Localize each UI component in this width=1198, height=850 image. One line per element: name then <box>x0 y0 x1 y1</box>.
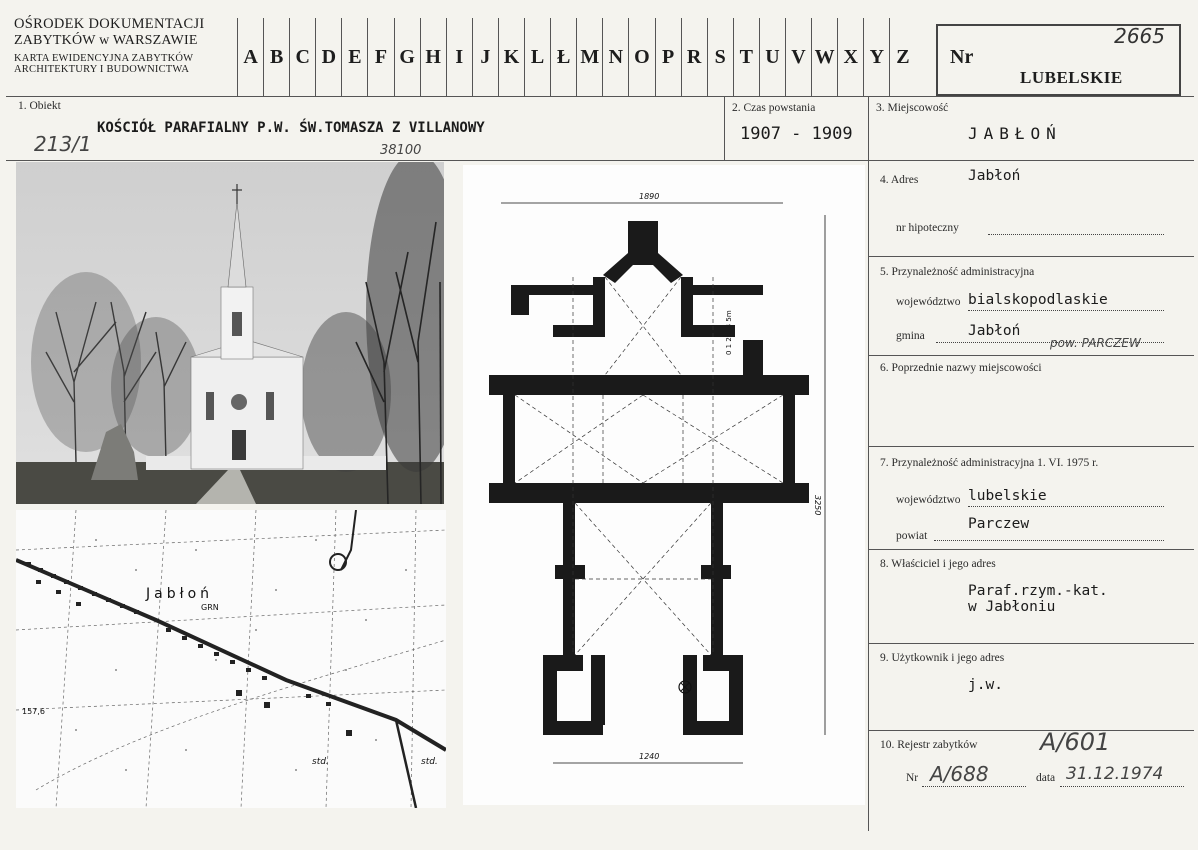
alphabet-letter: P <box>655 18 681 96</box>
photo-handwritten-number: 38100 <box>380 143 422 158</box>
divider <box>868 96 869 831</box>
wlasciciel-label: 8. Właściciel i jego adres <box>880 558 996 570</box>
floor-plan <box>463 165 865 805</box>
alphabet-letter: T <box>733 18 759 96</box>
institution-line-2: ZABYTKÓW w WARSZAWIE <box>14 33 198 48</box>
nr-label: Nr <box>950 46 974 68</box>
plan-bottom-dimension: 1240 <box>639 752 660 761</box>
alphabet-letter: B <box>263 18 289 96</box>
dotted-line <box>922 786 1026 787</box>
admin-gmina-label: gmina <box>896 330 925 342</box>
obiekt-value: KOŚCIÓŁ PARAFIALNY P.W. ŚW.TOMASZA Z VILLANOWY <box>97 120 485 136</box>
rejestr-nr-label: Nr <box>906 772 919 784</box>
floor-plan-drawing <box>463 165 865 805</box>
church-photo-drawing <box>16 162 444 504</box>
map-village-label: Jabłoń <box>146 586 214 602</box>
divider <box>868 549 1194 550</box>
alphabet-letter: X <box>837 18 863 96</box>
plan-top-dimension: 1890 <box>639 192 660 201</box>
rejestr-nr-value: A/688 <box>930 762 989 786</box>
admin-gmina-value: Jabłoń <box>968 323 1021 339</box>
alphabet-letter: J <box>472 18 498 96</box>
rejestr-handwritten-number: A/601 <box>1040 728 1111 756</box>
alphabet-letter: A <box>237 18 263 96</box>
alphabet-letter: I <box>446 18 472 96</box>
admin1975-powiat-value: Parczew <box>968 516 1030 532</box>
alphabet-letter: R <box>681 18 707 96</box>
alphabet-letter: U <box>759 18 785 96</box>
admin1975-woj-value: lubelskie <box>968 488 1047 504</box>
alphabet-letter: D <box>315 18 341 96</box>
card-title-line-1: KARTA EWIDENCYJNA ZABYTKÓW <box>14 53 194 64</box>
wlasciciel-line-1: Paraf.rzym.-kat. <box>968 583 1108 599</box>
alphabet-letter: Z <box>889 18 915 96</box>
alphabet-letter: Ł <box>550 18 576 96</box>
alphabet-letter: G <box>394 18 420 96</box>
dotted-line <box>968 506 1164 507</box>
map-grn-label: GRN <box>201 603 219 612</box>
divider <box>6 160 1194 161</box>
dotted-line <box>988 234 1164 235</box>
dotted-line <box>1060 786 1184 787</box>
location-map-drawing <box>16 510 446 808</box>
alphabet-letter: N <box>602 18 628 96</box>
institution-block <box>14 16 236 75</box>
adres-value: Jabłoń <box>968 168 1021 184</box>
czas-label: 2. Czas powstania <box>732 102 816 114</box>
region-name: LUBELSKIE <box>1020 68 1123 87</box>
alphabet-index <box>237 18 915 96</box>
miejscowosc-label: 3. Miejscowość <box>876 102 949 114</box>
divider <box>868 256 1194 257</box>
alphabet-letter: L <box>524 18 550 96</box>
poprzednie-label: 6. Poprzednie nazwy miejscowości <box>880 362 1042 374</box>
alphabet-letter: F <box>367 18 393 96</box>
card-number-box <box>936 24 1181 96</box>
uzytkownik-label: 9. Użytkownik i jego adres <box>880 652 1005 664</box>
admin-woj-value: bialskopodlaskie <box>968 292 1108 308</box>
divider <box>6 96 1194 97</box>
alphabet-letter: E <box>341 18 367 96</box>
hipoteczny-label: nr hipoteczny <box>896 222 959 234</box>
divider <box>868 730 1194 731</box>
obiekt-handwritten-number: 213/1 <box>34 132 92 156</box>
adres-label: 4. Adres <box>880 174 919 186</box>
alphabet-letter: O <box>628 18 654 96</box>
admin-handwritten-powiat: pow. PARCZEW <box>1050 336 1141 350</box>
divider <box>868 643 1194 644</box>
alphabet-letter: H <box>420 18 446 96</box>
divider <box>724 96 725 160</box>
institution-line-1: OŚRODEK DOKUMENTACJI <box>14 16 205 32</box>
dotted-line <box>934 540 1164 541</box>
divider <box>868 355 1194 356</box>
alphabet-letter: M <box>576 18 602 96</box>
czas-value: 1907 - 1909 <box>740 124 853 144</box>
alphabet-letter: V <box>785 18 811 96</box>
dotted-line <box>968 310 1164 311</box>
admin-woj-label: województwo <box>896 296 961 308</box>
card-title-line-2: ARCHITEKTURY I BUDOWNICTWA <box>14 64 190 75</box>
handwritten-card-number: 2665 <box>1114 24 1165 48</box>
alphabet-letter: K <box>498 18 524 96</box>
rejestr-data-value: 31.12.1974 <box>1066 764 1164 784</box>
wlasciciel-line-2: w Jabłoniu <box>968 599 1056 615</box>
map-std-label-1: std. <box>312 757 329 767</box>
location-map <box>16 510 446 808</box>
divider <box>868 446 1194 447</box>
map-std-label-2: std. <box>421 757 438 767</box>
miejscowosc-value: JABŁOŃ <box>968 124 1062 143</box>
alphabet-letter: S <box>707 18 733 96</box>
alphabet-letter: W <box>811 18 837 96</box>
rejestr-label: 10. Rejestr zabytków <box>880 739 978 751</box>
church-photo <box>16 162 444 504</box>
admin1975-powiat-label: powiat <box>896 530 928 542</box>
admin-label: 5. Przynależność administracyjna <box>880 266 1035 278</box>
plan-side-dimension: 3250 <box>813 495 822 516</box>
map-height-label: 157,6 <box>22 707 45 716</box>
admin1975-woj-label: województwo <box>896 494 961 506</box>
rejestr-data-label: data <box>1036 772 1056 784</box>
obiekt-label: 1. Obiekt <box>18 100 61 112</box>
uzytkownik-value: j.w. <box>968 677 1003 693</box>
alphabet-letter: C <box>289 18 315 96</box>
admin1975-label: 7. Przynależność administracyjna 1. VI. 1975 r. <box>880 457 1099 469</box>
alphabet-letter: Y <box>863 18 889 96</box>
